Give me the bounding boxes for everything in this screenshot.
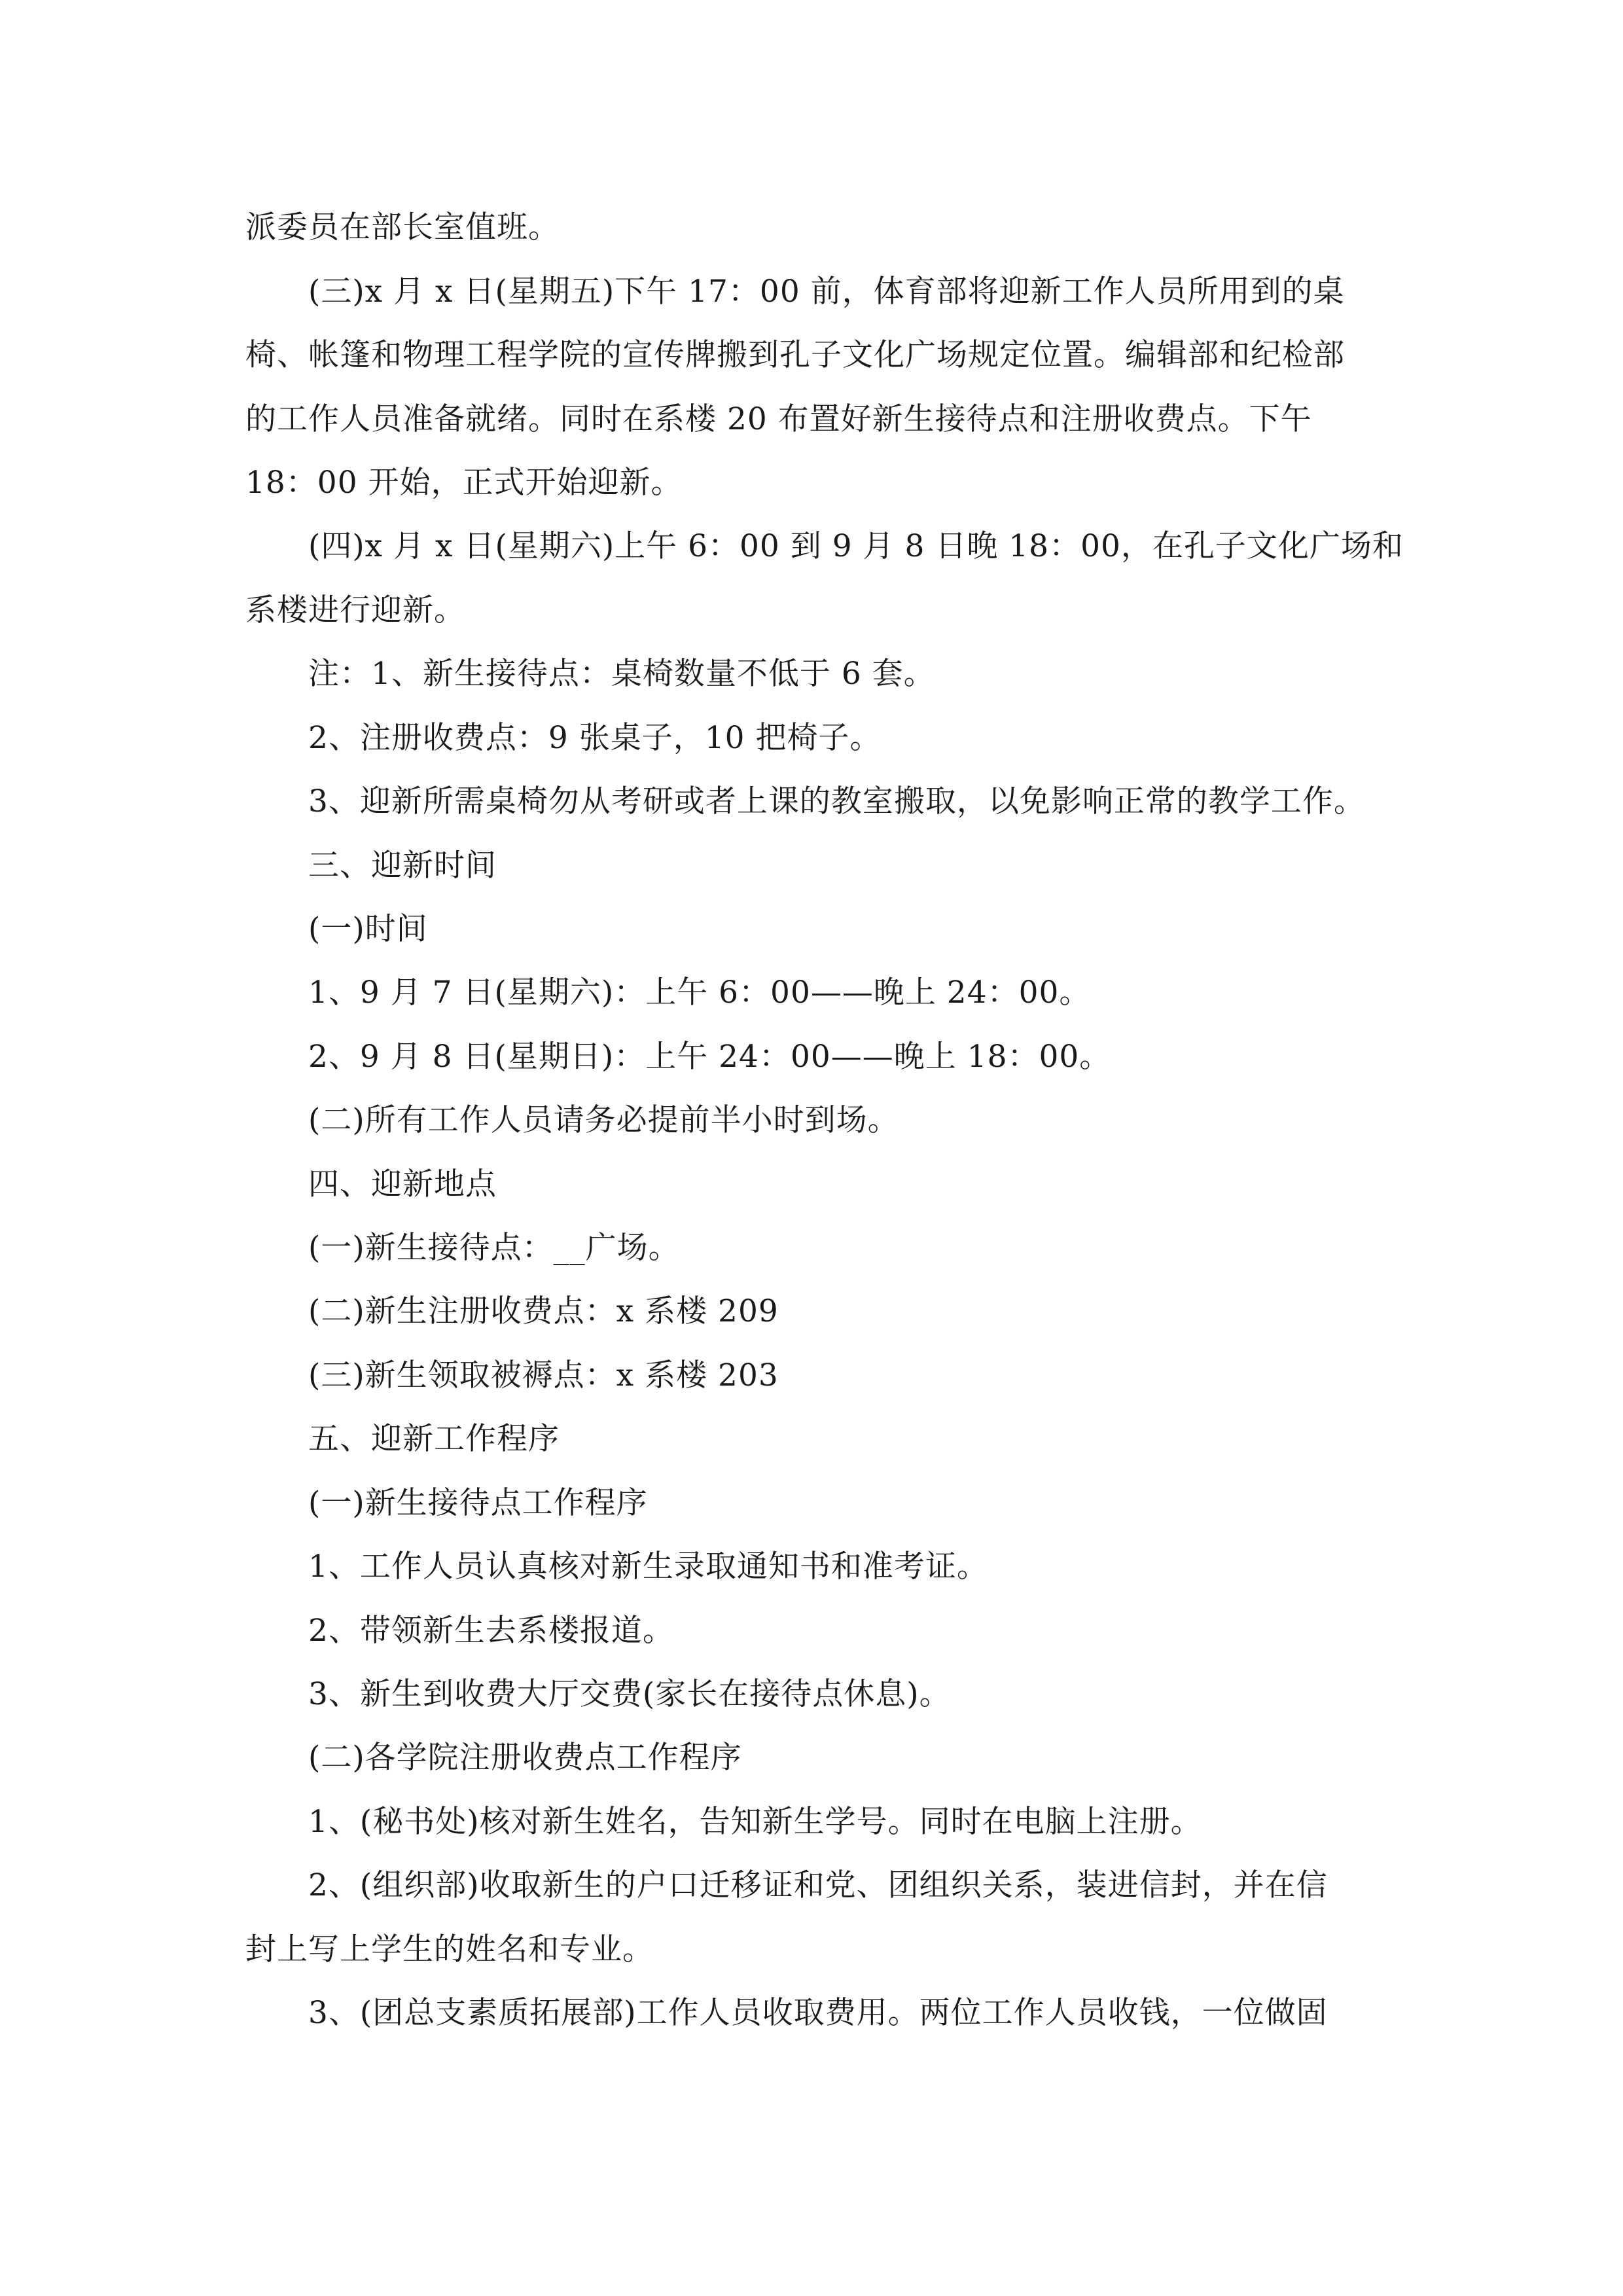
text-line: (二)所有工作人员请务必提前半小时到场。 <box>308 1102 899 1138</box>
section-heading: 五、迎新工作程序 <box>308 1421 560 1457</box>
text-line: 2、9 月 8 日(星期日)：上午 24：00——晚上 18：00。 <box>308 1039 1111 1075</box>
text-line: 的工作人员准备就绪。同时在系楼 20 布置好新生接待点和注册收费点。下午 <box>245 401 1312 437</box>
text-line: 3、迎新所需桌椅勿从考研或者上课的教室搬取，以免影响正常的教学工作。 <box>308 783 1365 819</box>
text-line: (四)x 月 x 日(星期六)上午 6：00 到 9 月 8 日晚 18：00，在孔子文化广场和 <box>308 528 1404 564</box>
text-line: (一)新生接待点：__广场。 <box>308 1230 680 1266</box>
text-line: 注：1、新生接待点：桌椅数量不低于 6 套。 <box>308 656 935 692</box>
text-line: (二)各学院注册收费点工作程序 <box>308 1740 742 1776</box>
text-line: 派委员在部长室值班。 <box>245 209 560 245</box>
text-line: 系楼进行迎新。 <box>245 592 465 628</box>
text-line: 1、工作人员认真核对新生录取通知书和准考证。 <box>308 1549 988 1585</box>
text-line: (一)时间 <box>308 911 428 947</box>
text-line: 1、9 月 7 日(星期六)：上午 6：00——晚上 24：00。 <box>308 975 1091 1011</box>
text-line: (三)新生领取被褥点：x 系楼 203 <box>308 1357 779 1393</box>
text-line: 1、(秘书处)核对新生姓名，告知新生学号。同时在电脑上注册。 <box>308 1804 1202 1840</box>
text-line: 2、注册收费点：9 张桌子，10 把椅子。 <box>308 720 882 756</box>
text-line: 18：00 开始，正式开始迎新。 <box>245 465 683 501</box>
text-line: 3、(团总支素质拓展部)工作人员收取费用。两位工作人员收钱，一位做固 <box>308 1995 1328 2031</box>
text-line: (三)x 月 x 日(星期五)下午 17：00 前，体育部将迎新工作人员所用到的桌 <box>308 274 1345 310</box>
section-heading: 四、迎新地点 <box>308 1166 497 1202</box>
text-line: 封上写上学生的姓名和专业。 <box>245 1931 654 1967</box>
text-line: 2、带领新生去系楼报道。 <box>308 1613 674 1649</box>
text-line: (二)新生注册收费点：x 系楼 209 <box>308 1293 779 1329</box>
text-line: (一)新生接待点工作程序 <box>308 1485 648 1521</box>
text-line: 椅、帐篷和物理工程学院的宣传牌搬到孔子文化广场规定位置。编辑部和纪检部 <box>245 337 1345 373</box>
text-line: 2、(组织部)收取新生的户口迁移证和党、团组织关系，装进信封，并在信 <box>308 1867 1328 1903</box>
section-heading: 三、迎新时间 <box>308 848 497 884</box>
text-line: 3、新生到收费大厅交费(家长在接待点休息)。 <box>308 1676 951 1712</box>
